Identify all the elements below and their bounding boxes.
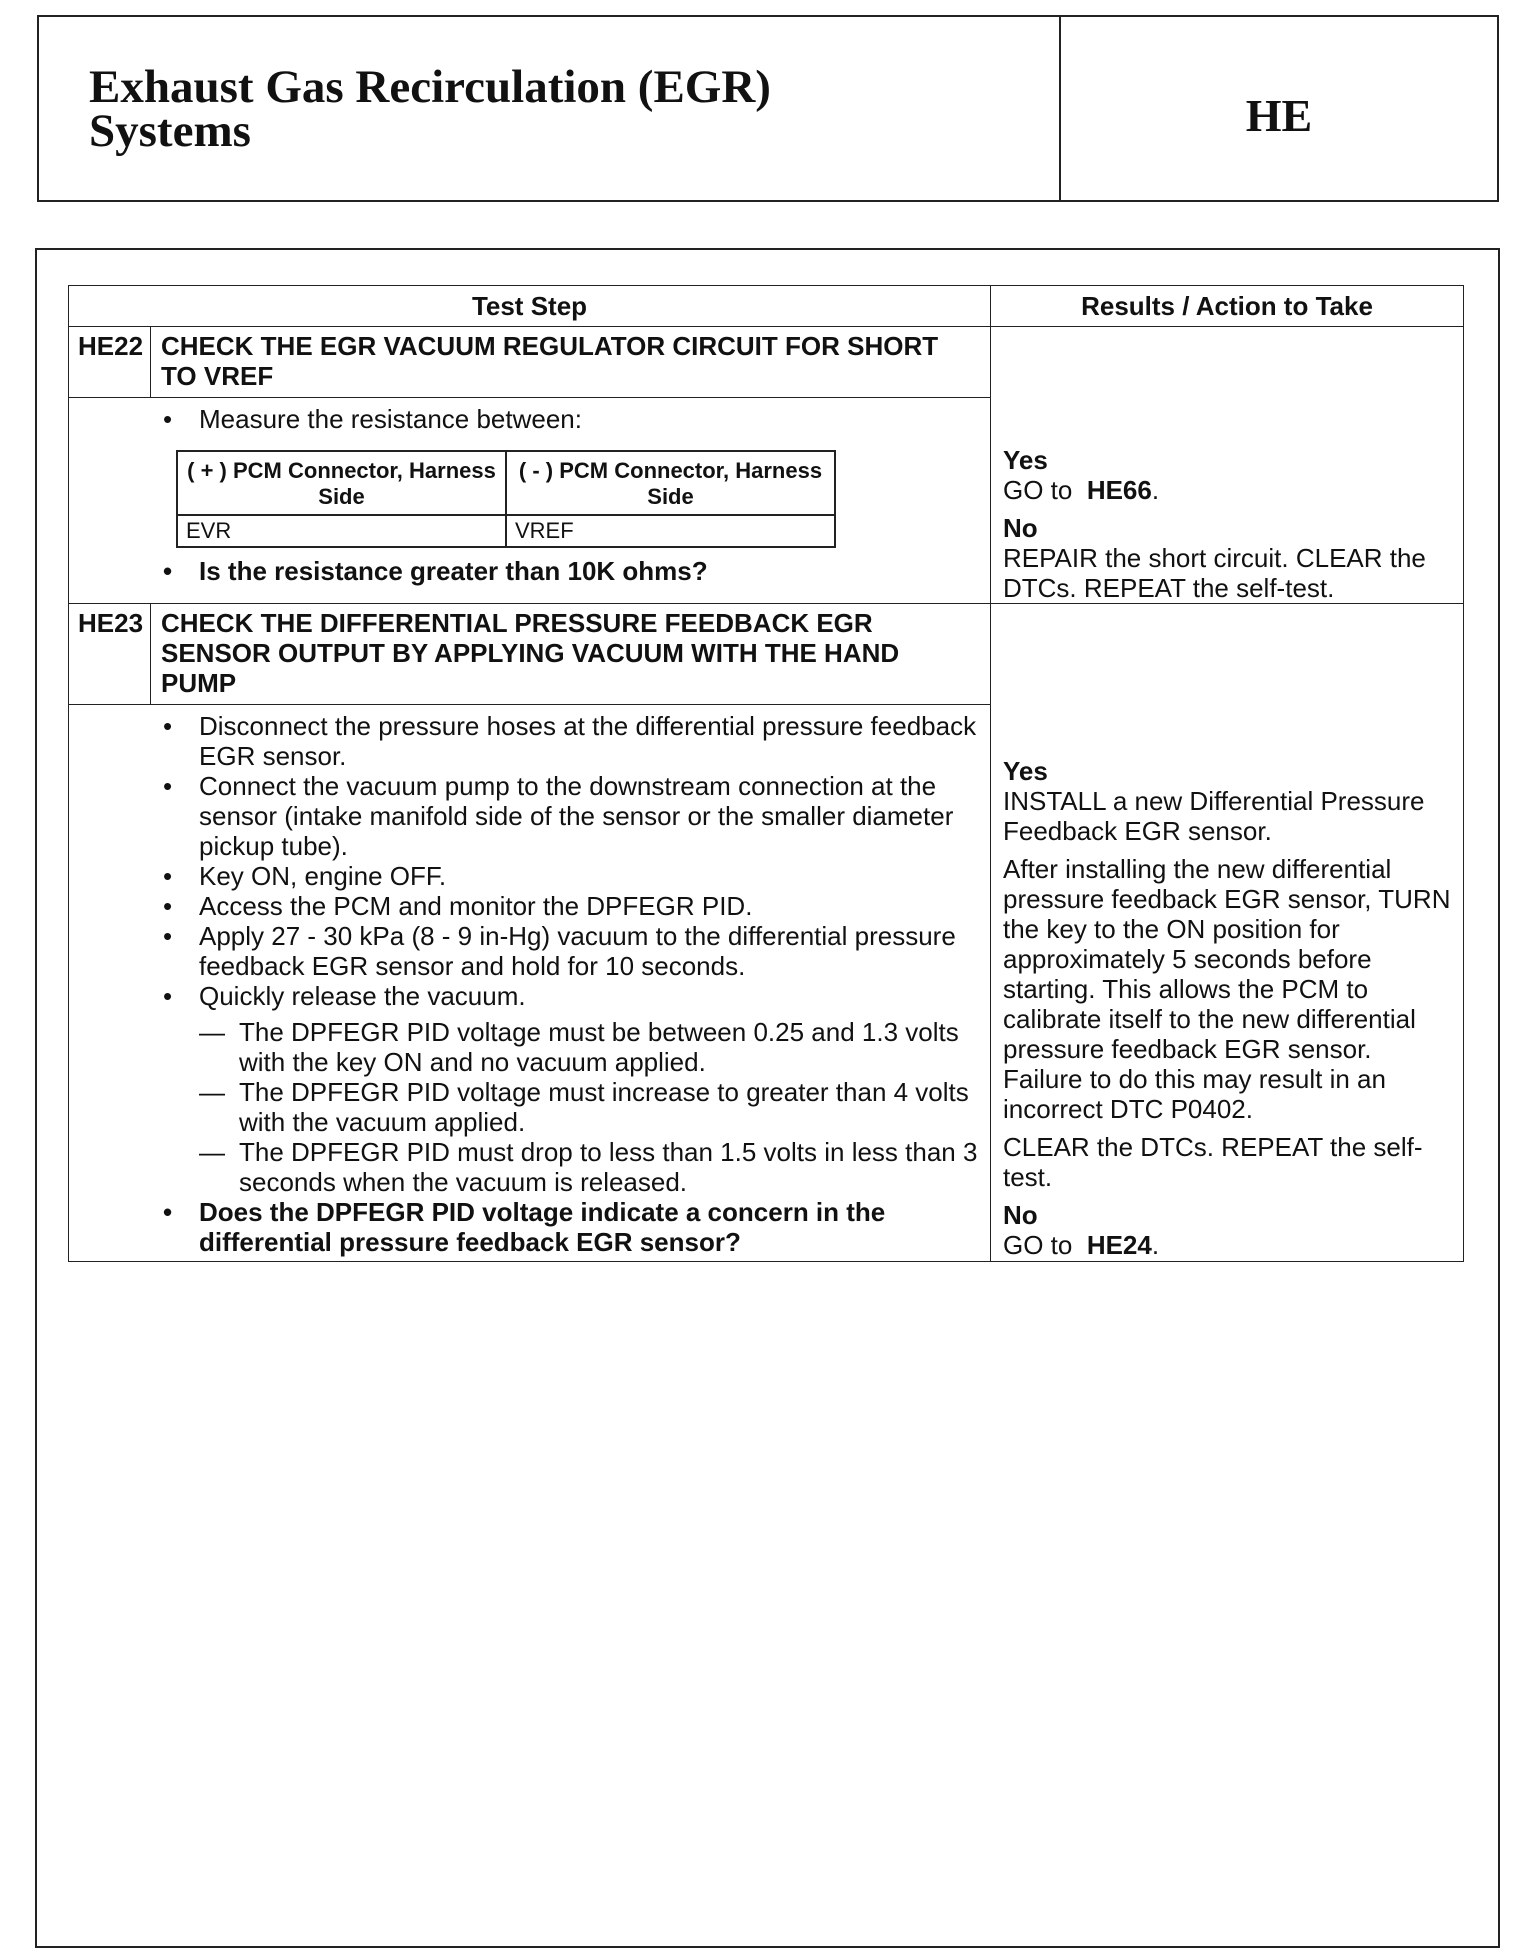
he23-heading [69,604,990,704]
he22-test-cell [69,327,991,604]
he22-step-body [69,397,990,590]
he23-step-body [69,704,990,1261]
he22-yes-label: Yes [1003,445,1048,475]
title-line-1: Exhaust Gas Recirculation (EGR) [89,61,771,113]
he22-question: • Is the resistance greater than 10K ohms? [163,556,980,586]
he23-release-text: Quickly release the vacuum. [199,981,526,1011]
he22-heading [69,327,990,397]
he23-no-goto: GO to [1003,1230,1073,1260]
he22-step-title: CHECK THE EGR VACUUM REGULATOR CIRCUIT FOR SHORT TO VREF [161,331,939,391]
list-item: • Key ON, engine OFF. [163,861,980,891]
he23-yes-label: Yes [1003,756,1048,786]
table-header-row [69,286,1464,327]
conn-value-plus: EVR [177,515,506,547]
test-step-table [68,285,1464,1262]
list-item: — The DPFEGR PID must drop to less than 1.5 volts in less than 3 seconds when the vacuum is released. [199,1137,980,1197]
he22-no-action: REPAIR the short circuit. CLEAR the DTCs. REPEAT the self-test. [1003,543,1426,603]
col-header-test-step: Test Step [69,286,991,327]
list-item: • Apply 27 - 30 kPa (8 - 9 in-Hg) vacuum to the differential pressure feedback EGR sensor and hold for 10 seconds. [163,921,980,981]
he23-step-title: CHECK THE DIFFERENTIAL PRESSURE FEEDBACK EGR SENSOR OUTPUT BY APPLYING VACUUM WITH THE HAND PUMP [161,608,900,698]
list-item: • Disconnect the pressure hoses at the differential pressure feedback EGR sensor. [163,711,980,771]
he22-no-label: No [1003,513,1038,543]
list-item: — The DPFEGR PID voltage must increase to greater than 4 volts with the vacuum applied. [199,1077,980,1137]
list-item: — The DPFEGR PID voltage must be between 0.25 and 1.3 volts with the key ON and no vacuum applied. [199,1017,980,1077]
list-item: • Access the PCM and monitor the DPFEGR PID. [163,891,980,921]
he23-no-label: No [1003,1200,1038,1230]
conn-value-minus: VREF [506,515,835,547]
he23-question: • Does the DPFEGR PID voltage indicate a concern in the differential pressure feedback EGR sensor? [163,1197,980,1257]
he23-dash-list [199,1017,980,1197]
he23-test-cell [69,604,991,1262]
he22-question-list [163,556,980,586]
he23-step-id: HE23 [69,604,151,704]
section-code: HE [1245,90,1313,141]
conn-header-minus: ( - ) PCM Connector, Harness Side [506,451,835,515]
he23-yes-action-2: After installing the new differential pressure feedback EGR sensor, TURN the key to the ON position for approximately 5 seconds before starting. This allows the PCM to calibrate itself to the new differential pressure feedback EGR sensor. Failure to do this may result in an incorrect DTC P0402. [1003,854,1451,1124]
list-item: • Measure the resistance between: [163,404,980,434]
table-row-he23 [69,604,1464,1262]
he23-bullet-list [163,711,980,1257]
list-item: • Connect the vacuum pump to the downstream connection at the sensor (intake manifold side of the sensor or the smaller diameter pickup tube). [163,771,980,861]
he22-yes-goto: GO to [1003,475,1073,505]
he23-yes-action-3: CLEAR the DTCs. REPEAT the self-test. [1003,1132,1423,1192]
he23-no-action: GO to HE24. [1003,1230,1160,1260]
he22-yes-target: HE66 [1086,475,1152,505]
he22-results-cell [991,327,1464,604]
he22-step-id: HE22 [69,327,151,397]
he22-bullet-list [163,404,980,434]
page-title [39,17,1061,200]
he23-results-cell [991,604,1464,1262]
he23-yes-action-1: INSTALL a new Differential Pressure Feedback EGR sensor. [1003,786,1425,846]
he23-no-target: HE24 [1086,1230,1152,1260]
conn-header-plus: ( + ) PCM Connector, Harness Side [177,451,506,515]
title-line-2: Systems [89,105,251,157]
list-item [163,981,980,1197]
header-box [37,15,1499,202]
he22-yes-action: GO to HE66. [1003,475,1160,505]
table-row-he22 [69,327,1464,604]
col-header-results: Results / Action to Take [991,286,1464,327]
connector-table [176,450,836,548]
